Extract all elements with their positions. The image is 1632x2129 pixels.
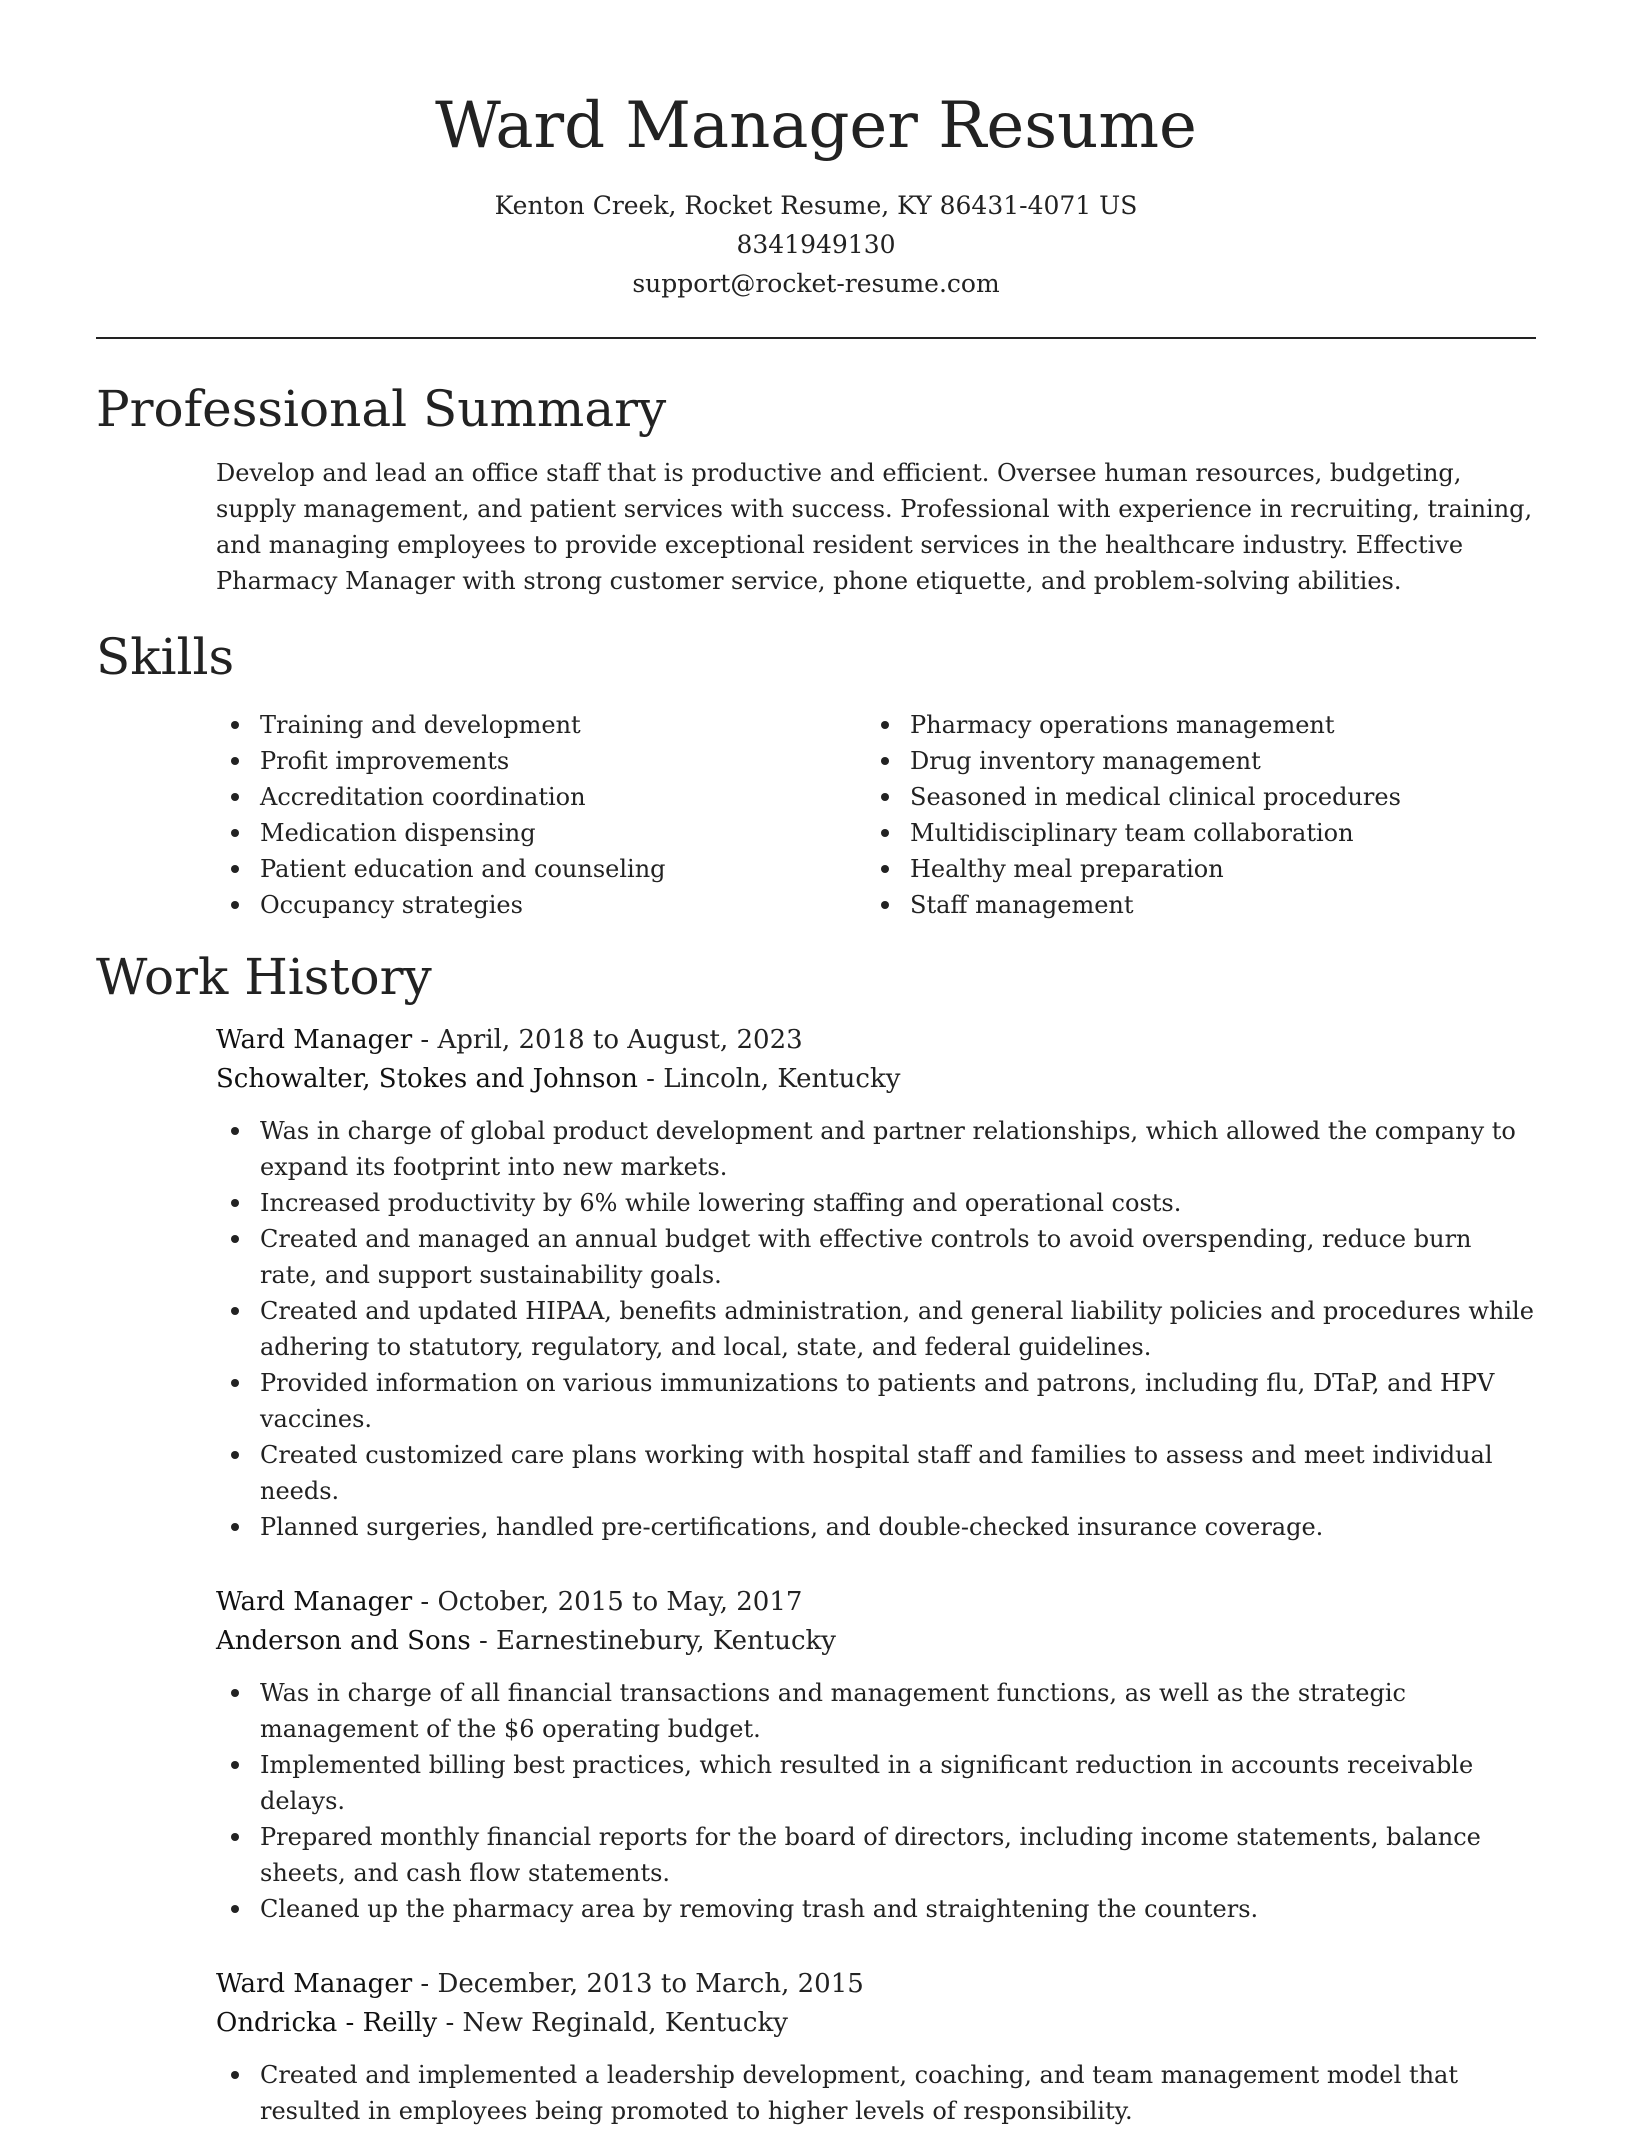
job-location: Earnestinebury, Kentucky xyxy=(496,1626,836,1656)
duty-item: Was in charge of global product development and partner relationships, which allowed the company to expand its footprint into new markets. xyxy=(216,1113,1536,1185)
skill-item: Occupancy strategies xyxy=(216,887,866,923)
duty-item: Planned surgeries, handled pre-certifications, and double-checked insurance coverage. xyxy=(216,1509,1536,1545)
job-company: Ondricka - Reilly xyxy=(216,2008,438,2038)
skills-heading: Skills xyxy=(96,628,235,686)
work-history-heading: Work History xyxy=(96,948,432,1006)
skills-list-left xyxy=(216,707,866,923)
skills-columns xyxy=(216,707,1536,923)
job-entry xyxy=(216,1021,1536,1545)
job-role: Ward Manager xyxy=(216,1025,413,1055)
job-role: Ward Manager xyxy=(216,1969,413,1999)
contact-email: support@rocket-resume.com xyxy=(632,269,1000,298)
skill-item: Multidisciplinary team collaboration xyxy=(866,815,1516,851)
job-dates: December, 2013 to March, 2015 xyxy=(437,1969,864,1999)
job-dates: October, 2015 to May, 2017 xyxy=(437,1587,803,1617)
skill-item: Accreditation coordination xyxy=(216,779,866,815)
skill-item: Patient education and counseling xyxy=(216,851,866,887)
skill-item: Healthy meal preparation xyxy=(866,851,1516,887)
skills-section xyxy=(96,625,1536,923)
job-company: Anderson and Sons xyxy=(216,1626,471,1656)
skill-item: Pharmacy operations management xyxy=(866,707,1516,743)
duty-item: Created and implemented a leadership development, coaching, and team management model that resulted in employees being promoted to higher levels of responsibility. xyxy=(216,2057,1536,2129)
summary-heading: Professional Summary xyxy=(96,380,667,438)
job-entry xyxy=(216,1965,1536,2129)
skill-item: Seasoned in medical clinical procedures xyxy=(866,779,1516,815)
duty-item: Was in charge of all financial transactions and management functions, as well as the strategic management of the $6 operating budget. xyxy=(216,1675,1536,1747)
job-entry xyxy=(216,1583,1536,1927)
summary-section xyxy=(96,377,1536,599)
job-role: Ward Manager xyxy=(216,1587,413,1617)
duty-item: Cleaned up the pharmacy area by removing trash and straightening the counters. xyxy=(216,1891,1536,1927)
resume-title: Ward Manager Resume xyxy=(435,89,1197,163)
job-title-line: Ward Manager - October, 2015 to May, 2017 xyxy=(216,1587,803,1617)
skill-item: Staff management xyxy=(866,887,1516,923)
skills-list-right xyxy=(866,707,1516,923)
duty-item: Increased productivity by 6% while lowering staffing and operational costs. xyxy=(216,1185,1536,1221)
job-duties xyxy=(216,2057,1536,2129)
skill-item: Drug inventory management xyxy=(866,743,1516,779)
duty-item: Created and updated HIPAA, benefits administration, and general liability policies and procedures while adhering to statutory, regulatory, and local, state, and federal guidelines. xyxy=(216,1293,1536,1365)
job-location: Lincoln, Kentucky xyxy=(663,1064,901,1094)
duty-item: Prepared monthly financial reports for the board of directors, including income statements, balance sheets, and cash flow statements. xyxy=(216,1819,1536,1891)
job-company-line: Ondricka - Reilly - New Reginald, Kentucky xyxy=(216,2008,788,2038)
contact-phone: 8341949130 xyxy=(736,230,896,259)
job-location: New Reginald, Kentucky xyxy=(462,2008,788,2038)
resume-page xyxy=(96,0,1536,2129)
job-company-line: Schowalter, Stokes and Johnson - Lincoln, Kentucky xyxy=(216,1064,901,1094)
contact-info xyxy=(96,186,1536,303)
resume-header xyxy=(96,0,1536,303)
job-dates: April, 2018 to August, 2023 xyxy=(437,1025,803,1055)
duty-item: Created customized care plans working with hospital staff and families to assess and meet individual needs. xyxy=(216,1437,1536,1509)
job-title-line: Ward Manager - December, 2013 to March, 2015 xyxy=(216,1969,864,1999)
skill-item: Training and development xyxy=(216,707,866,743)
duty-item: Implemented billing best practices, which resulted in a significant reduction in accounts receivable delays. xyxy=(216,1747,1536,1819)
job-duties xyxy=(216,1675,1536,1927)
duty-item: Created and managed an annual budget with effective controls to avoid overspending, reduce burn rate, and support sustainability goals. xyxy=(216,1221,1536,1293)
work-history-section xyxy=(96,945,1536,2129)
duty-item: Provided information on various immunizations to patients and patrons, including flu, DTaP, and HPV vaccines. xyxy=(216,1365,1536,1437)
contact-address: Kenton Creek, Rocket Resume, KY 86431-4071 US xyxy=(494,191,1138,220)
job-title-line: Ward Manager - April, 2018 to August, 2023 xyxy=(216,1025,803,1055)
job-duties xyxy=(216,1113,1536,1545)
job-company-line: Anderson and Sons - Earnestinebury, Kentucky xyxy=(216,1626,836,1656)
job-company: Schowalter, Stokes and Johnson xyxy=(216,1064,638,1094)
skill-item: Profit improvements xyxy=(216,743,866,779)
summary-text: Develop and lead an office staff that is productive and efficient. Oversee human resources, budgeting, supply management, and patient services with success. Professional with experience in recruiting, training, and managing employees to provide exceptional resident services in the healthcare industry. Effective Pharmacy Manager with strong customer service, phone etiquette, and problem-solving abilities. xyxy=(216,459,1533,595)
header-divider xyxy=(96,337,1536,339)
skill-item: Medication dispensing xyxy=(216,815,866,851)
